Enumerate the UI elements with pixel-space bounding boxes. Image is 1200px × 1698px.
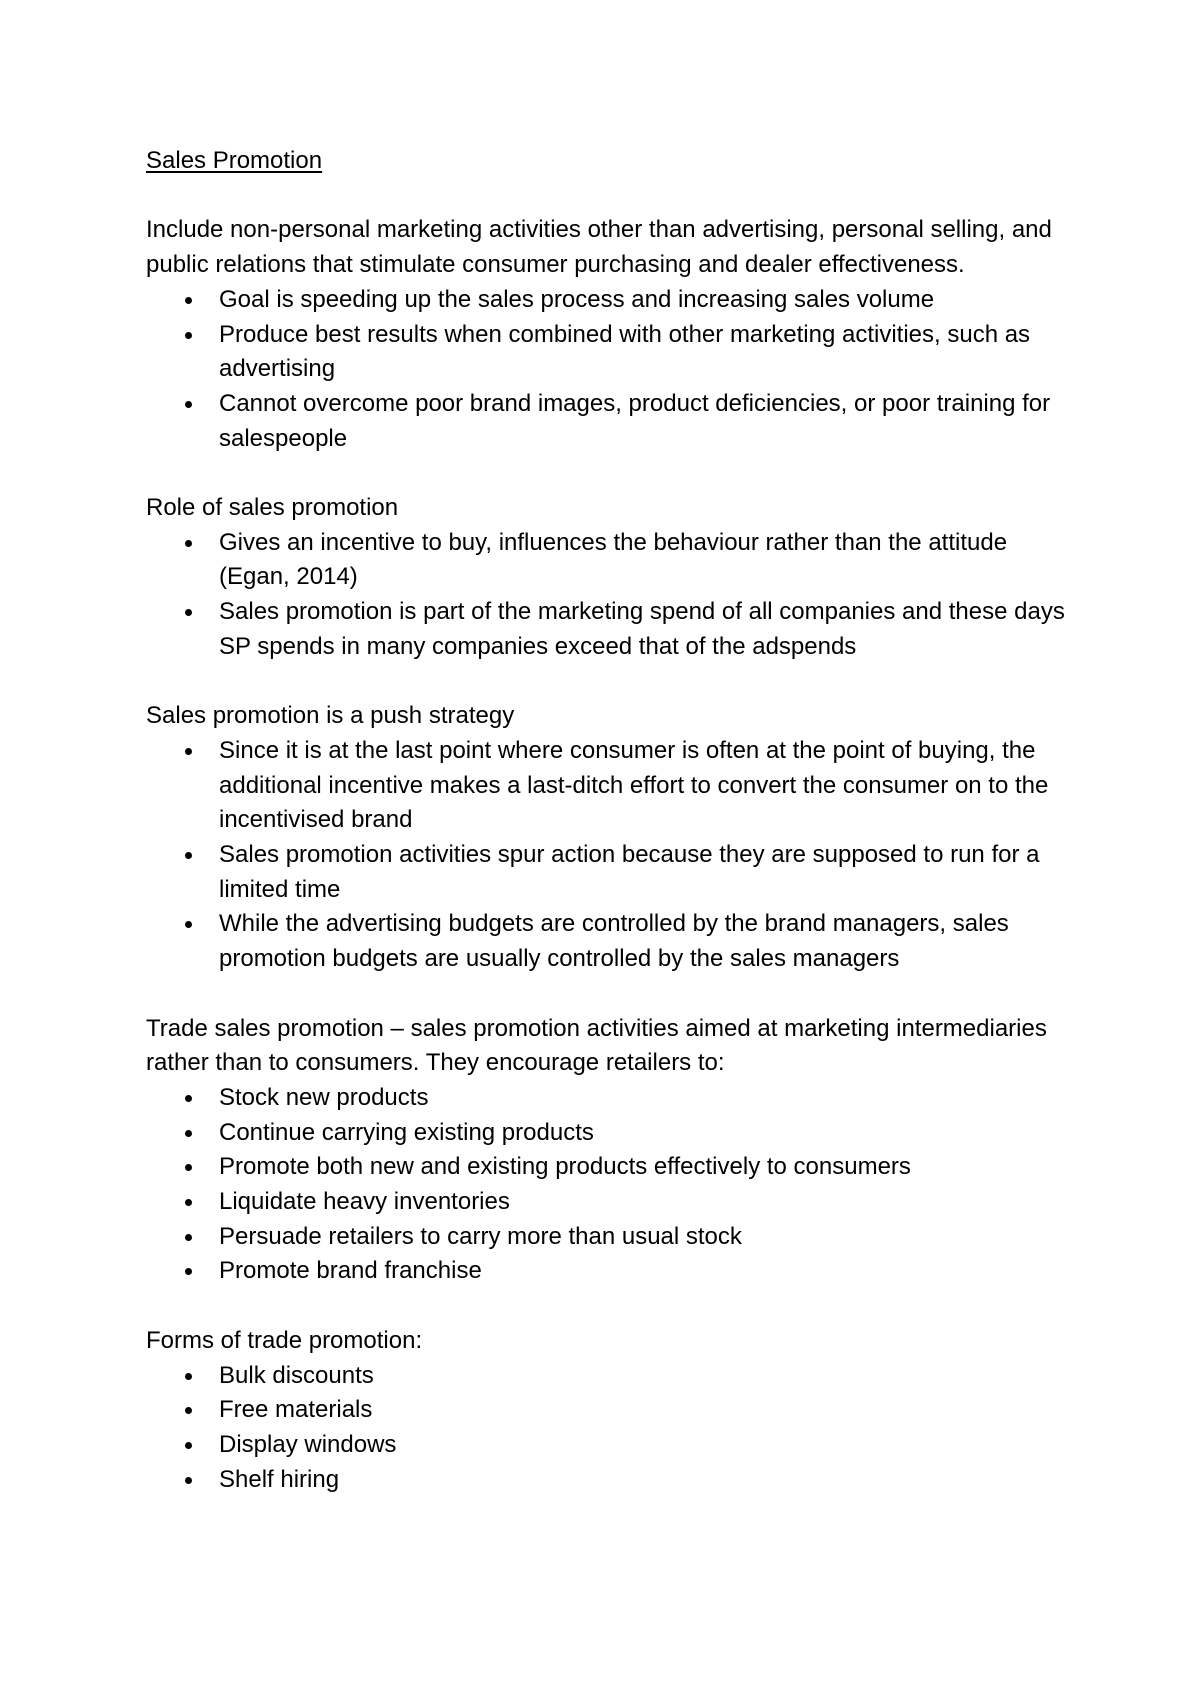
- spacer: [146, 179, 1076, 214]
- trade-bullet-list: [146, 1081, 1076, 1289]
- list-item: Continue carrying existing products: [146, 1116, 1076, 1151]
- spacer: [146, 456, 1076, 491]
- list-item: While the advertising budgets are controlled by the brand managers, sales promotion budgets are usually controlled by the sales managers: [146, 907, 1076, 976]
- intro-paragraph: Include non-personal marketing activities other than advertising, personal selling, and public relations that stimulate consumer purchasing and dealer effectiveness.: [146, 216, 1052, 279]
- list-item: Sales promotion is part of the marketing spend of all companies and these days SP spends in many companies exceed that of the adspends: [146, 595, 1076, 664]
- list-item: Liquidate heavy inventories: [146, 1185, 1076, 1220]
- spacer: [146, 1289, 1076, 1324]
- list-item: Display windows: [146, 1428, 1076, 1463]
- spacer: [146, 977, 1076, 1012]
- push-heading: Sales promotion is a push strategy: [146, 702, 515, 730]
- list-item: Promote both new and existing products effectively to consumers: [146, 1150, 1076, 1185]
- push-bullet-list: [146, 734, 1076, 977]
- list-item: Sales promotion activities spur action because they are supposed to run for a limited time: [146, 838, 1076, 907]
- list-item: Gives an incentive to buy, influences the behaviour rather than the attitude (Egan, 2014): [146, 526, 1076, 595]
- list-item: Shelf hiring: [146, 1463, 1076, 1498]
- list-item: Persuade retailers to carry more than usual stock: [146, 1220, 1076, 1255]
- spacer: [146, 665, 1076, 700]
- list-item: Goal is speeding up the sales process and increasing sales volume: [146, 283, 1076, 318]
- document-page: [146, 144, 1076, 1497]
- page-title: Sales Promotion: [146, 147, 323, 174]
- list-item: Cannot overcome poor brand images, product deficiencies, or poor training for salespeople: [146, 387, 1076, 456]
- role-bullet-list: [146, 526, 1076, 665]
- list-item: Since it is at the last point where consumer is often at the point of buying, the additional incentive makes a last-ditch effort to convert the consumer on to the incentivised brand: [146, 734, 1076, 838]
- list-item: Promote brand franchise: [146, 1254, 1076, 1289]
- list-item: Stock new products: [146, 1081, 1076, 1116]
- role-heading: Role of sales promotion: [146, 494, 399, 521]
- list-item: Bulk discounts: [146, 1359, 1076, 1394]
- intro-bullet-list: [146, 283, 1076, 457]
- forms-bullet-list: [146, 1359, 1076, 1498]
- list-item: Free materials: [146, 1393, 1076, 1428]
- trade-heading: Trade sales promotion – sales promotion activities aimed at marketing intermediaries rather than to consumers. They encourage retailers to:: [146, 1014, 1047, 1077]
- list-item: Produce best results when combined with other marketing activities, such as advertising: [146, 318, 1076, 387]
- forms-heading: Forms of trade promotion:: [146, 1326, 423, 1354]
